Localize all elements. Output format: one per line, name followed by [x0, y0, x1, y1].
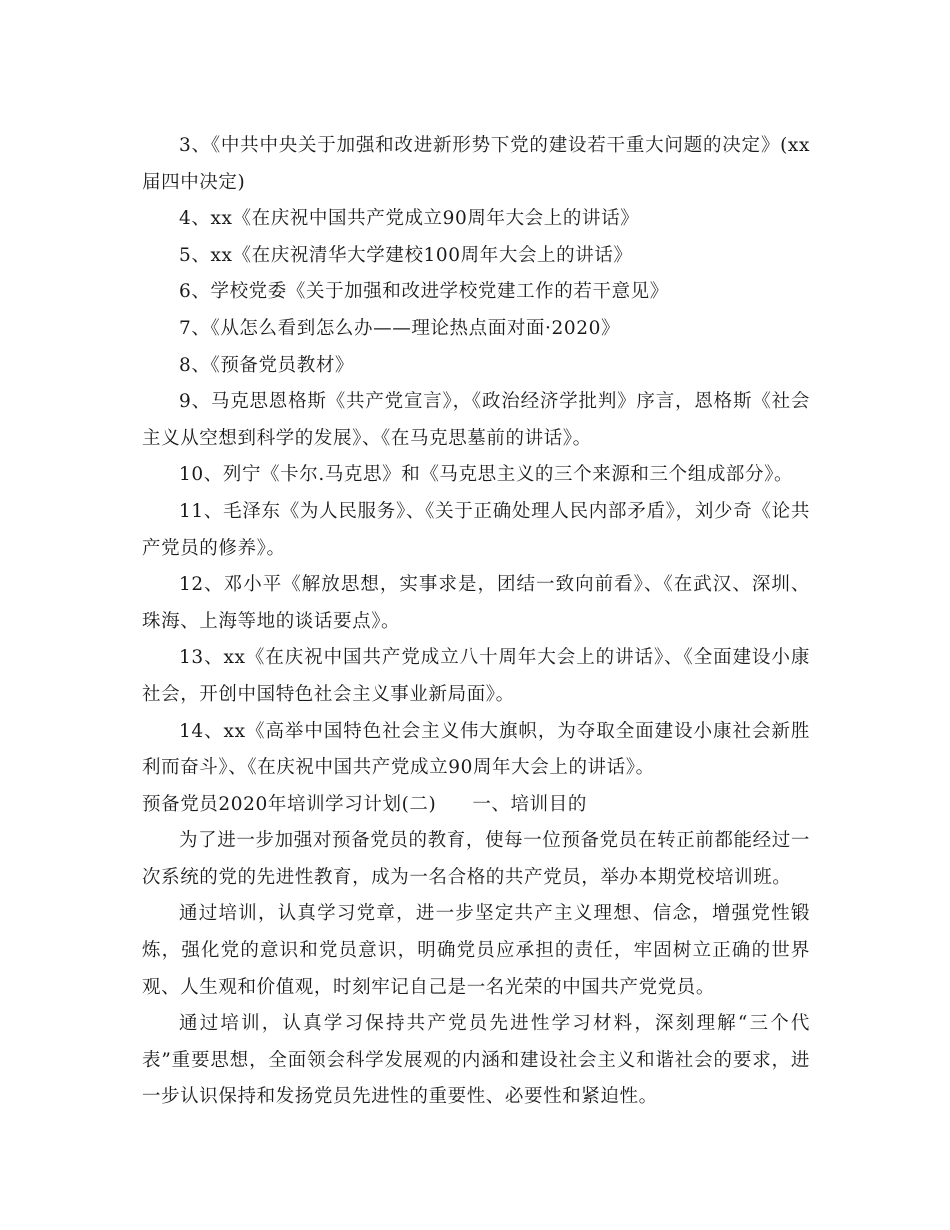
section-subtitle: 一、培训目的: [472, 793, 587, 815]
body-paragraph-1: 为了进一步加强对预备党员的教育，使每一位预备党员在转正前都能经过一次系统的党的先进性教育，成为一名合格的共产党员，举办本期党校培训班。: [142, 830, 810, 888]
section-heading: [142, 787, 810, 824]
document-body: [142, 128, 810, 1116]
reading-item-10: 10、列宁《卡尔.马克思》和《马克思主义的三个来源和三个组成部分》。: [179, 464, 794, 486]
reading-item-5: 5、xx《在庆祝清华大学建校100周年大会上的讲话》: [179, 244, 633, 266]
section-title: 预备党员2020年培训学习计划(二): [142, 793, 437, 815]
reading-item-6: 6、学校党委《关于加强和改进学校党建工作的若干意见》: [179, 281, 669, 303]
reading-item-11: 11、毛泽东《为人民服务》、《关于正确处理人民内部矛盾》，刘少奇《论共产党员的修养》。: [142, 500, 810, 559]
reading-item-3: 3、《中共中央关于加强和改进新形势下党的建设若干重大问题的决定》(xx届四中决定): [142, 135, 810, 193]
reading-item-12: 12、邓小平《解放思想，实事求是，团结一致向前看》、《在武汉、深圳、珠海、上海等地的谈话要点》。: [142, 574, 810, 632]
reading-item-13: 13、xx《在庆祝中国共产党成立八十周年大会上的讲话》、《全面建设小康社会，开创中国特色社会主义事业新局面》。: [142, 647, 810, 705]
reading-item-9: 9、马克思恩格斯《共产党宣言》，《政治经济学批判》序言，恩格斯《社会主义从空想到科学的发展》、《在马克思墓前的讲话》。: [142, 391, 810, 449]
reading-item-8: 8、《预备党员教材》: [179, 354, 355, 376]
reading-item-14: 14、xx《高举中国特色社会主义伟大旗帜，为夺取全面建设小康社会新胜利而奋斗》、《在庆祝中国共产党成立90周年大会上的讲话》。: [142, 720, 810, 779]
reading-item-7: 7、《从怎么看到怎么办——理论热点面对面·2020》: [179, 317, 621, 339]
body-paragraph-2: 通过培训，认真学习党章，进一步坚定共产主义理想、信念，增强党性锻炼，强化党的意识和党员意识，明确党员应承担的责任，牢固树立正确的世界观、人生观和价值观，时刻牢记自己是一名光荣的中国共产党党员。: [142, 903, 810, 998]
body-paragraph-3: 通过培训，认真学习保持共产党员先进性学习材料，深刻理解“三个代表”重要思想，全面领会科学发展观的内涵和建设社会主义和谐社会的要求，进一步认识保持和发扬党员先进性的重要性、必要性和紧迫性。: [142, 1013, 810, 1108]
reading-item-4: 4、xx《在庆祝中国共产党成立90周年大会上的讲话》: [179, 208, 640, 230]
